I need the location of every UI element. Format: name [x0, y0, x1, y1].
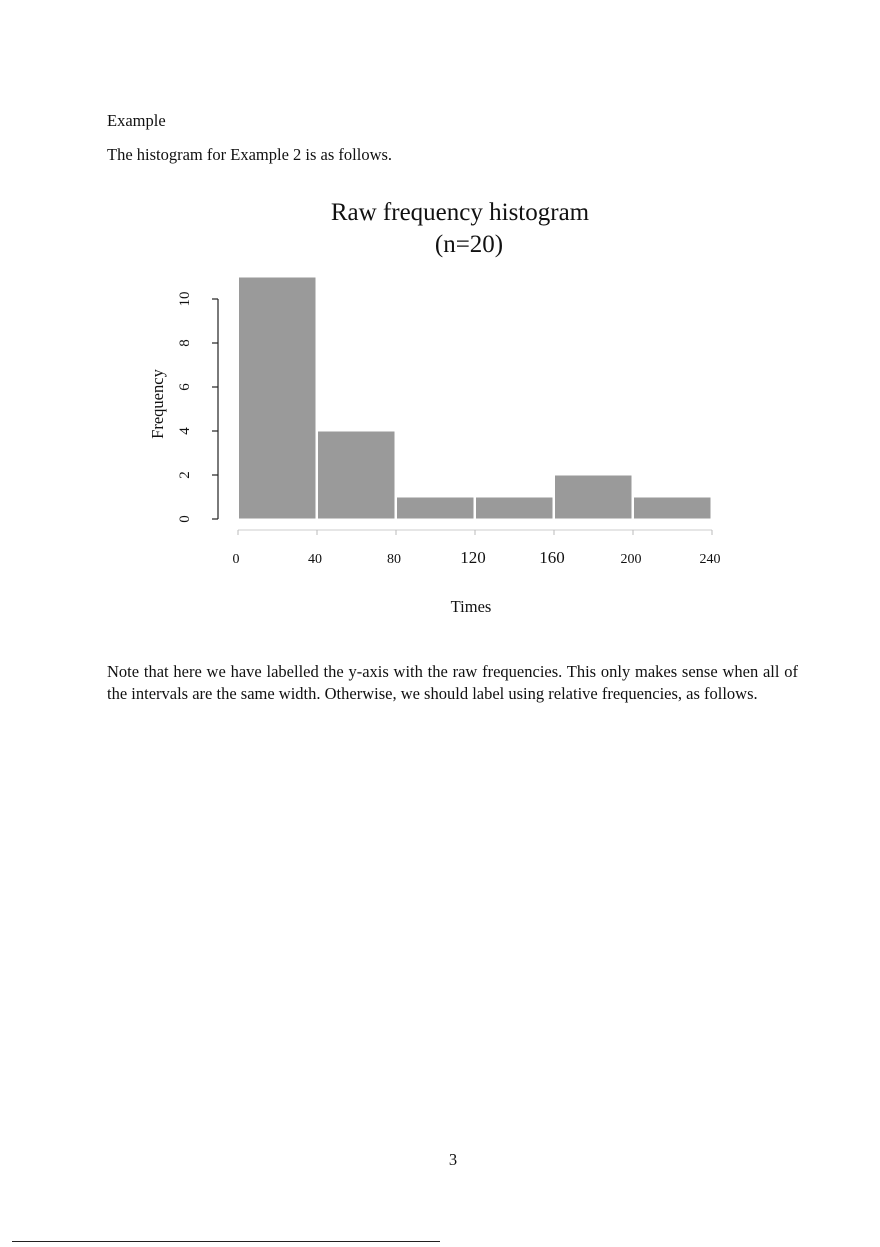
x-tick-label: 40 [308, 552, 322, 567]
x-axis [233, 530, 721, 567]
footer-rule [12, 1241, 440, 1242]
y-tick-label: 6 [177, 383, 193, 391]
note-paragraph: Note that here we have labelled the y-axis with the raw frequencies. This only makes sense when all of the intervals are the same width. Otherwise, we should label using relative frequencies, as follows. [107, 662, 798, 703]
chart-title: Raw frequency histogram [330, 199, 590, 226]
y-tick-label: 2 [177, 471, 193, 479]
y-tick-label: 10 [177, 291, 193, 307]
histogram-bar [318, 431, 396, 519]
page-number: 3 [448, 1150, 458, 1169]
x-tick-label: 80 [387, 552, 401, 567]
x-tick-label: 120 [460, 548, 486, 567]
y-tick-label: 4 [177, 427, 193, 435]
histogram-bar [397, 497, 475, 519]
histogram-bar [634, 497, 712, 519]
histogram-bar [476, 497, 554, 519]
y-axis-label: Frequency [148, 369, 167, 439]
x-tick-label: 160 [539, 548, 565, 567]
y-axis [177, 292, 218, 523]
y-tick-label: 8 [177, 339, 193, 347]
x-tick-label: 0 [232, 552, 240, 567]
section-heading: Example [107, 111, 166, 130]
x-tick-label: 200 [620, 552, 642, 567]
x-tick-label: 240 [699, 552, 721, 567]
chart-subtitle: (n=20) [434, 231, 504, 258]
x-axis-label: Times [450, 597, 492, 616]
histogram-bars [239, 277, 712, 519]
intro-paragraph: The histogram for Example 2 is as follows. [107, 145, 393, 164]
histogram-bar [239, 277, 317, 519]
y-tick-label: 0 [177, 515, 193, 523]
histogram-bar [555, 475, 633, 519]
